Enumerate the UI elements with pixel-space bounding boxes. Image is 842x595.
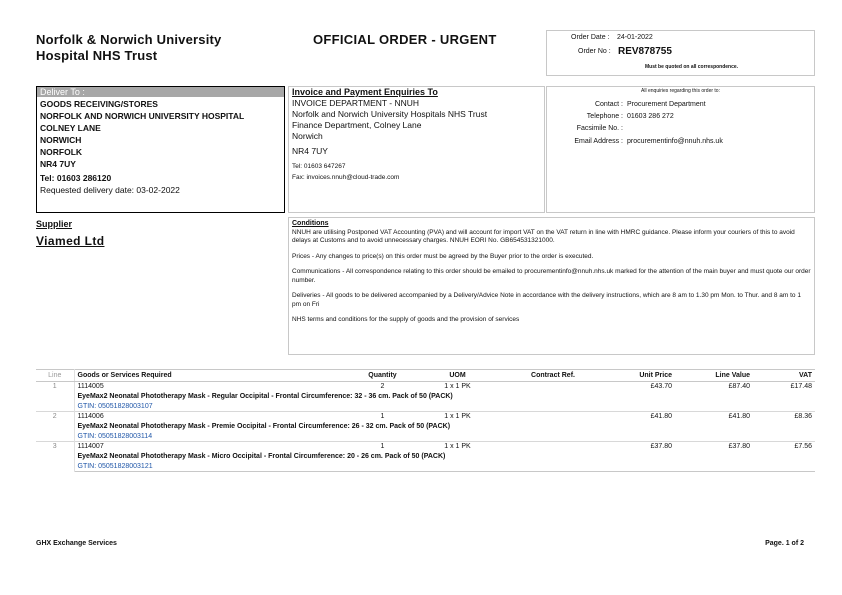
email-label: Email Address :	[574, 138, 623, 145]
deliver-line: NORWICH	[40, 135, 82, 145]
col-contract: Contract Ref.	[511, 370, 595, 382]
requested-delivery-date: Requested delivery date: 03-02-2022	[40, 185, 180, 195]
invoice-heading: Invoice and Payment Enquiries To	[292, 87, 438, 97]
conditions-box	[288, 217, 815, 355]
supplier-heading: Supplier	[36, 219, 73, 229]
contact-label: Contact :	[594, 101, 623, 108]
facsimile-label: Facsimile No. :	[576, 125, 623, 132]
telephone-value: 01603 286 272	[627, 113, 674, 120]
order-info-box	[546, 30, 815, 76]
email-value[interactable]: procurementinfo@nnuh.nhs.uk	[627, 138, 723, 145]
row-code: 1114005	[77, 383, 104, 390]
row-description: EyeMax2 Neonatal Phototherapy Mask - Premie Occipital - Frontal Circumference: 26 - 32 cm. Pack of 50 (PACK)	[77, 422, 451, 430]
trust-name-line1: Norfolk & Norwich University	[36, 32, 222, 47]
row-vat: £7.56	[753, 442, 815, 452]
col-line: Line	[36, 370, 74, 382]
row-code: 1114006	[74, 412, 361, 422]
row-gtin: GTIN: 05051828003114	[77, 432, 153, 440]
invoice-line: Norfolk and Norwich University Hospitals NHS Trust	[292, 109, 488, 119]
row-code: 1114007	[74, 442, 361, 452]
row-description: EyeMax2 Neonatal Phototherapy Mask - Regular Occipital - Frontal Circumference: 32 - 36 cm. Pack of 50 (PACK)	[77, 392, 453, 400]
row-unit-price: £43.70	[650, 383, 672, 390]
invoice-line: NR4 7UY	[292, 146, 328, 156]
invoice-box	[288, 86, 545, 213]
deliver-line: NR4 7UY	[40, 159, 76, 169]
row-quantity: 2	[380, 383, 385, 390]
deliver-tel: Tel: 01603 286120	[40, 173, 112, 183]
col-line-value: Line Value	[675, 370, 753, 382]
supplier-name: Viamed Ltd	[36, 234, 105, 248]
row-line-value: £37.80	[675, 442, 753, 452]
invoice-tel: Tel: 01603 647267	[292, 163, 346, 170]
table-row	[36, 442, 815, 452]
page-number: Page. 1 of 2	[765, 540, 804, 547]
row-unit-price: £41.80	[595, 412, 675, 422]
row-gtin: GTIN: 05051828003121	[74, 462, 815, 472]
trust-name-line2: Hospital NHS Trust	[36, 48, 158, 63]
row-vat: £17.48	[790, 383, 812, 390]
col-vat: VAT	[753, 370, 815, 382]
deliver-to-heading: Deliver To :	[37, 87, 284, 97]
contact-box	[546, 86, 815, 213]
telephone-label: Telephone :	[586, 113, 623, 120]
order-no: REV878755	[618, 46, 672, 57]
invoice-line: INVOICE DEPARTMENT - NNUH	[292, 98, 420, 108]
col-unit-price: Unit Price	[595, 370, 675, 382]
order-lines-table	[36, 369, 815, 472]
row-contract	[511, 382, 595, 392]
condition-vat: NNUH are utilising Postponed VAT Accounting (PVA) and will account for import VAT on the VAT return in line with HMRC guidance. Please inform your couriers of this to avoid delays at Customs and to avoid unnecessary charges. NNUH EORI No. GB654531321000.	[292, 228, 795, 244]
contact-heading: All enquiries regarding this order to:	[641, 88, 720, 94]
deliver-line: NORFOLK	[40, 147, 83, 157]
row-line-value: £87.40	[728, 383, 750, 390]
table-row	[36, 412, 815, 422]
order-date: 24-01-2022	[617, 34, 653, 41]
conditions-heading: Conditions	[292, 220, 329, 227]
condition-deliveries: Deliveries - All goods to be delivered accompanied by a Delivery/Advice Note in accordance with the delivery instructions, which are 8 am to 1.30 pm Mon. to Thur. and 8 am to 1 pm on Fri	[292, 292, 801, 308]
trust-name	[36, 32, 221, 64]
col-goods: Goods or Services Required	[74, 370, 361, 382]
row-quantity: 1	[361, 412, 404, 422]
order-no-label: Order No :	[578, 48, 611, 55]
table-header-row	[36, 370, 815, 382]
footer-left: GHX Exchange Services	[36, 540, 117, 547]
order-date-label: Order Date :	[571, 34, 610, 41]
row-description: EyeMax2 Neonatal Phototherapy Mask - Micro Occipital - Frontal Circumference: 20 - 26 cm. Pack of 50 (PACK)	[77, 452, 446, 460]
row-line-value: £41.80	[675, 412, 753, 422]
invoice-line: Finance Department, Colney Lane	[292, 120, 422, 130]
row-gtin: GTIN: 05051828003107	[77, 402, 153, 410]
row-uom: 1 x 1 PK	[404, 412, 511, 422]
table-row	[36, 382, 815, 392]
deliver-to-box	[36, 86, 285, 213]
order-note: Must be quoted on all correspondence.	[645, 64, 739, 70]
contact-value: Procurement Department	[627, 101, 706, 108]
row-contract	[511, 442, 595, 452]
row-line-number: 3	[36, 442, 74, 472]
condition-prices: Prices - Any changes to price(s) on this order must be agreed by the Buyer prior to the order is executed.	[292, 252, 594, 260]
invoice-fax: Fax: invoices.nnuh@cloud-trade.com	[292, 174, 400, 181]
row-uom: 1 x 1 PK	[404, 442, 511, 452]
deliver-line: GOODS RECEIVING/STORES	[40, 99, 158, 109]
deliver-line: NORFOLK AND NORWICH UNIVERSITY HOSPITAL	[40, 111, 245, 121]
row-line-number: 2	[36, 412, 74, 442]
invoice-line: Norwich	[292, 131, 323, 141]
deliver-line: COLNEY LANE	[40, 123, 101, 133]
official-order-title: OFFICIAL ORDER - URGENT	[313, 32, 497, 47]
condition-communications: Communications - All correspondence relating to this order should be emailed to procurementinfo@nnuh.nhs.uk marked for the attention of the main buyer and must quote our order number.	[292, 268, 811, 284]
col-quantity: Quantity	[361, 370, 404, 382]
row-contract	[511, 412, 595, 422]
row-uom: 1 x 1 PK	[444, 383, 471, 390]
col-uom: UOM	[404, 370, 511, 382]
row-line-number: 1	[36, 382, 74, 412]
row-quantity: 1	[361, 442, 404, 452]
row-vat: £8.36	[753, 412, 815, 422]
row-unit-price: £37.80	[595, 442, 675, 452]
condition-nhs-terms: NHS terms and conditions for the supply of goods and the provision of services	[292, 316, 520, 323]
